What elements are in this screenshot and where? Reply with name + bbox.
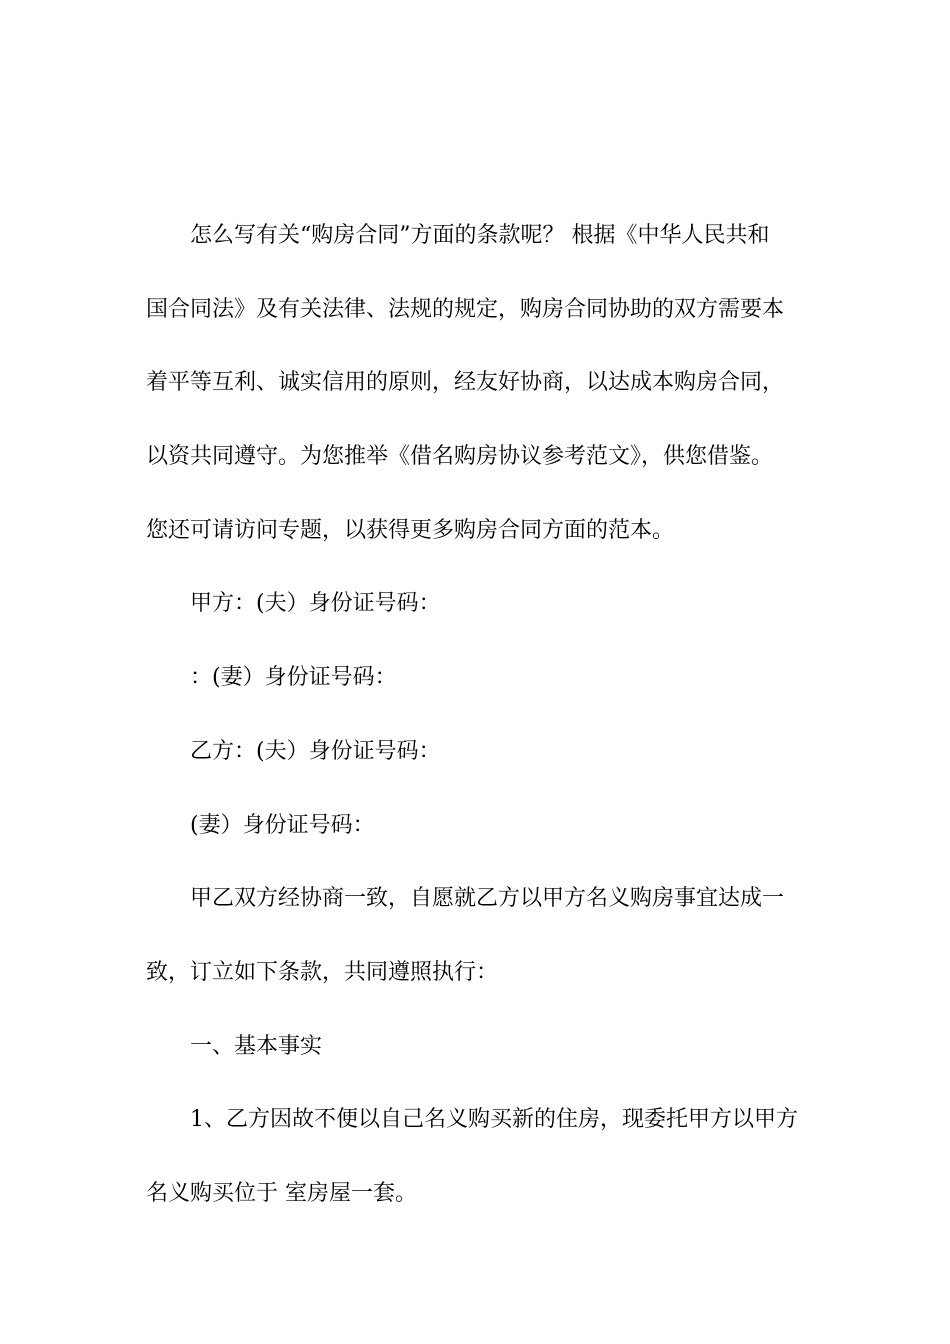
paragraph-intro-line-3: 着平等互利、诚实信用的原则，经友好协商，以达成本购房合同， bbox=[146, 370, 785, 396]
party-b-wife: (妻）身份证号码： bbox=[190, 812, 375, 838]
paragraph-intro-line-1: 怎么写有关“购房合同”方面的条款呢？ 根据《中华人民共和 bbox=[190, 223, 770, 248]
party-a-wife: ：(妻）身份证号码： bbox=[190, 665, 397, 691]
party-a-husband: 甲方：(夫）身份证号码： bbox=[190, 591, 441, 617]
document-body bbox=[146, 199, 806, 1231]
party-b-husband: 乙方：(夫）身份证号码： bbox=[190, 738, 441, 764]
clause-1-line-1: 1、乙方因故不便以自己名义购买新的住房，现委托甲方以甲方 bbox=[190, 1107, 798, 1133]
clause-1-line-2: 名义购买位于 室房屋一套。 bbox=[146, 1180, 417, 1206]
paragraph-agreement-line-2: 致，订立如下条款，共同遵照执行： bbox=[146, 959, 499, 985]
paragraph-intro-line-2: 国合同法》及有关法律、法规的规定，购房合同协助的双方需要本 bbox=[146, 296, 785, 322]
paragraph-agreement-line-1: 甲乙双方经协商一致，自愿就乙方以甲方名义购房事宜达成一 bbox=[190, 886, 785, 912]
paragraph-intro-line-5: 您还可请访问专题，以获得更多购房合同方面的范本。 bbox=[146, 517, 675, 543]
paragraph-intro-line-4: 以资共同遵守。为您推举《借名购房协议参考范文》，供您借鉴。 bbox=[146, 444, 774, 470]
section-heading-basic-facts: 一、基本事实 bbox=[190, 1033, 323, 1059]
